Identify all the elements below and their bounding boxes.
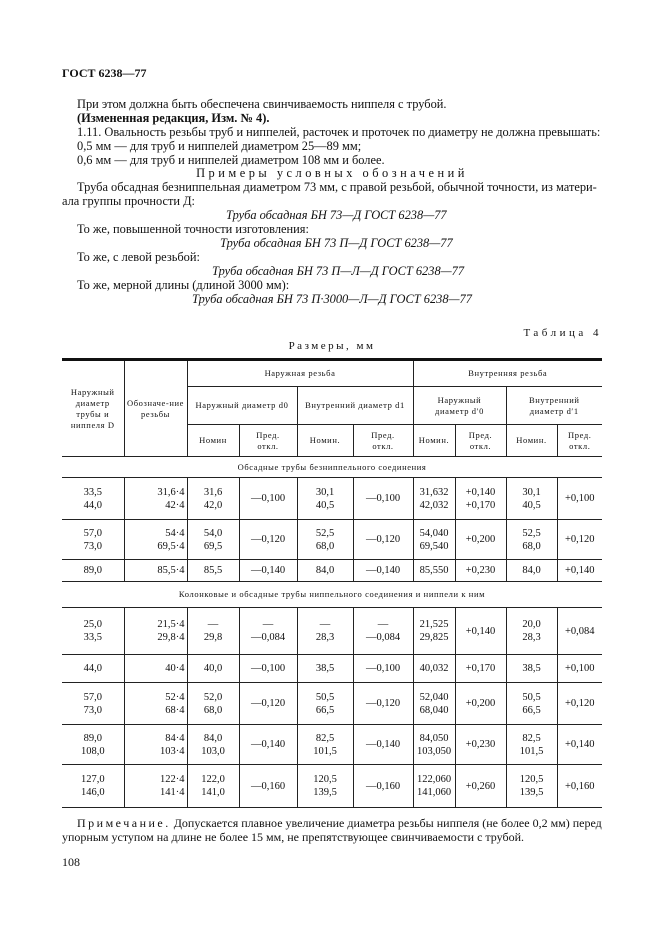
paragraph: 0,5 мм — для труб и ниппелей диаметром 25—89 мм; bbox=[77, 139, 362, 153]
document-header: ГОСТ 6238—77 bbox=[62, 66, 147, 80]
table-cell: 40·4 bbox=[124, 655, 187, 683]
header-nominal: Номин. bbox=[413, 425, 455, 457]
paragraph: ала группы прочности Д: bbox=[62, 194, 195, 208]
table-cell: —0,100 bbox=[353, 655, 413, 683]
table-cell: +0,140 bbox=[455, 608, 506, 655]
header-d0: Наружный диаметр d0 bbox=[187, 387, 297, 425]
table-cell: +0,140 bbox=[557, 560, 602, 582]
table-caption: Таблица 4 bbox=[523, 327, 602, 339]
table-cell: 85,5 bbox=[187, 560, 239, 582]
table-cell: 50,5 66,5 bbox=[297, 683, 353, 725]
table-cell: +0,084 bbox=[557, 608, 602, 655]
table-cell: +0,230 bbox=[455, 560, 506, 582]
paragraph: При этом должна быть обеспечена свинчиваемость ниппеля с трубой. bbox=[77, 97, 447, 111]
table-units: Размеры, мм bbox=[288, 340, 376, 352]
table-cell: 122,0 141,0 bbox=[187, 765, 239, 808]
table-cell: +0,140 +0,170 bbox=[455, 478, 506, 520]
header-nominal: Номин. bbox=[297, 425, 353, 457]
table-cell: —0,120 bbox=[353, 683, 413, 725]
table-cell: 82,5 101,5 bbox=[297, 725, 353, 765]
table-cell: —0,140 bbox=[239, 560, 297, 582]
header-external-thread: Наружная резьба bbox=[187, 360, 413, 387]
header-internal-thread: Внутренняя резьба bbox=[413, 360, 602, 387]
header-deviation: Пред. откл. bbox=[455, 425, 506, 457]
table-cell: +0,100 bbox=[557, 478, 602, 520]
table-cell: —0,100 bbox=[239, 655, 297, 683]
table-cell: —0,120 bbox=[239, 520, 297, 560]
table-cell: +0,120 bbox=[557, 683, 602, 725]
table-cell: +0,200 bbox=[455, 520, 506, 560]
table-row bbox=[62, 608, 602, 655]
example-designation: Труба обсадная БН 73—Д ГОСТ 6238—77 bbox=[226, 208, 447, 222]
note-text: Допускается плавное увеличение диаметра резьбы ниппеля (не более 0,2 мм) перед bbox=[170, 816, 602, 830]
table-cell: —0,140 bbox=[239, 725, 297, 765]
table-cell: 120,5 139,5 bbox=[297, 765, 353, 808]
table-cell: 50,5 66,5 bbox=[506, 683, 557, 725]
table-cell: 54,040 69,540 bbox=[413, 520, 455, 560]
table-cell: 89,0 108,0 bbox=[62, 725, 124, 765]
header-nominal: Номин bbox=[187, 425, 239, 457]
table-cell: +0,170 bbox=[455, 655, 506, 683]
table-cell: 122,060 141,060 bbox=[413, 765, 455, 808]
example-designation: Труба обсадная БН 73 П—Л—Д ГОСТ 6238—77 bbox=[212, 264, 465, 278]
table-cell: 31,6·4 42·4 bbox=[124, 478, 187, 520]
table-cell: 21,5·4 29,8·4 bbox=[124, 608, 187, 655]
table-row bbox=[62, 683, 602, 725]
table-cell: — —0,084 bbox=[239, 608, 297, 655]
table-cell: 84,0 103,0 bbox=[187, 725, 239, 765]
table-cell: 57,0 73,0 bbox=[62, 683, 124, 725]
table-cell: 122·4 141·4 bbox=[124, 765, 187, 808]
table-cell: 54·4 69,5·4 bbox=[124, 520, 187, 560]
table-cell: —0,140 bbox=[353, 560, 413, 582]
table-note bbox=[77, 816, 602, 830]
dimensions-table bbox=[62, 358, 602, 808]
header-d1-prime: Внутренний диаметр d′1 bbox=[506, 387, 602, 425]
table-cell: 40,032 bbox=[413, 655, 455, 683]
table-cell: 40,0 bbox=[187, 655, 239, 683]
note-text: упорным уступом на длине не более 15 мм, не препятствующее свинчиваемости с трубой. bbox=[62, 830, 525, 844]
table-cell: 89,0 bbox=[62, 560, 124, 582]
table-cell: —0,140 bbox=[353, 725, 413, 765]
table-cell: —0,100 bbox=[353, 478, 413, 520]
table-cell: 127,0 146,0 bbox=[62, 765, 124, 808]
table-cell: 25,0 33,5 bbox=[62, 608, 124, 655]
header-d0-prime: Наружный диаметр d′0 bbox=[413, 387, 506, 425]
header-thread-designation: Обозначе-ние резьбы bbox=[124, 360, 187, 457]
table-cell: —0,120 bbox=[239, 683, 297, 725]
paragraph: Труба обсадная безниппельная диаметром 73 мм, с правой резьбой, обычной точности, из матери- bbox=[77, 180, 597, 194]
table-cell: 30,1 40,5 bbox=[297, 478, 353, 520]
table-cell: 54,0 69,5 bbox=[187, 520, 239, 560]
table-cell: 84,050 103,050 bbox=[413, 725, 455, 765]
table-row bbox=[62, 560, 602, 582]
table-cell: 85,550 bbox=[413, 560, 455, 582]
table-cell: +0,140 bbox=[557, 725, 602, 765]
table-cell: 52·4 68·4 bbox=[124, 683, 187, 725]
table-cell: +0,160 bbox=[557, 765, 602, 808]
table-cell: 52,040 68,040 bbox=[413, 683, 455, 725]
example-designation: Труба обсадная БН 73 П—Д ГОСТ 6238—77 bbox=[220, 236, 453, 250]
table-cell: — —0,084 bbox=[353, 608, 413, 655]
table-cell: 82,5 101,5 bbox=[506, 725, 557, 765]
header-deviation: Пред. откл. bbox=[353, 425, 413, 457]
table-cell: +0,200 bbox=[455, 683, 506, 725]
header-deviation: Пред. откл. bbox=[239, 425, 297, 457]
table-cell: 31,632 42,032 bbox=[413, 478, 455, 520]
table-cell: 120,5 139,5 bbox=[506, 765, 557, 808]
section-heading: Примеры условных обозначений bbox=[196, 166, 468, 180]
table-cell: 84,0 bbox=[506, 560, 557, 582]
table-cell: —0,100 bbox=[239, 478, 297, 520]
table-cell: 44,0 bbox=[62, 655, 124, 683]
table-cell: 31,6 42,0 bbox=[187, 478, 239, 520]
table-cell: +0,100 bbox=[557, 655, 602, 683]
table-cell: 57,0 73,0 bbox=[62, 520, 124, 560]
table-cell: 84·4 103·4 bbox=[124, 725, 187, 765]
table-cell: 85,5·4 bbox=[124, 560, 187, 582]
table-cell: +0,120 bbox=[557, 520, 602, 560]
table-cell: 52,0 68,0 bbox=[187, 683, 239, 725]
table-row bbox=[62, 725, 602, 765]
table-cell: 52,5 68,0 bbox=[297, 520, 353, 560]
paragraph: То же, мерной длины (длиной 3000 мм): bbox=[77, 278, 290, 292]
header-outer-diameter: Наружный диаметр трубы и ниппеля D bbox=[62, 360, 124, 457]
table-cell: 38,5 bbox=[297, 655, 353, 683]
table-cell: —0,160 bbox=[353, 765, 413, 808]
section-title: Обсадные трубы безниппельного соединения bbox=[62, 457, 602, 478]
table-cell: 84,0 bbox=[297, 560, 353, 582]
table-cell: —0,120 bbox=[353, 520, 413, 560]
table-cell: 21,525 29,825 bbox=[413, 608, 455, 655]
table-cell: 33,5 44,0 bbox=[62, 478, 124, 520]
table-cell: +0,260 bbox=[455, 765, 506, 808]
table-cell: 20,0 28,3 bbox=[506, 608, 557, 655]
paragraph: То же, повышенной точности изготовления: bbox=[77, 222, 309, 236]
table-cell: — 29,8 bbox=[187, 608, 239, 655]
table-row bbox=[62, 520, 602, 560]
header-d1: Внутренний диаметр d1 bbox=[297, 387, 413, 425]
table-row bbox=[62, 765, 602, 808]
table-cell: 52,5 68,0 bbox=[506, 520, 557, 560]
table-row bbox=[62, 655, 602, 683]
table-cell: +0,230 bbox=[455, 725, 506, 765]
section-title: Колонковые и обсадные трубы ниппельного соединения и ниппели к ним bbox=[62, 582, 602, 608]
table-row bbox=[62, 478, 602, 520]
header-nominal: Номин. bbox=[506, 425, 557, 457]
paragraph: То же, с левой резьбой: bbox=[77, 250, 200, 264]
amendment-note: (Измененная редакция, Изм. № 4). bbox=[77, 111, 270, 125]
table-cell: 38,5 bbox=[506, 655, 557, 683]
table-cell: —0,160 bbox=[239, 765, 297, 808]
page-number: 108 bbox=[62, 855, 80, 869]
paragraph: 0,6 мм — для труб и ниппелей диаметром 108 мм и более. bbox=[77, 153, 385, 167]
table-cell: — 28,3 bbox=[297, 608, 353, 655]
example-designation: Труба обсадная БН 73 П·3000—Л—Д ГОСТ 6238—77 bbox=[192, 292, 472, 306]
table-cell: 30,1 40,5 bbox=[506, 478, 557, 520]
paragraph: 1.11. Овальность резьбы труб и ниппелей, расточек и проточек по диаметру не должна превышать: bbox=[77, 125, 601, 139]
note-label: Примечание. bbox=[77, 816, 171, 830]
header-deviation: Пред. откл. bbox=[557, 425, 602, 457]
